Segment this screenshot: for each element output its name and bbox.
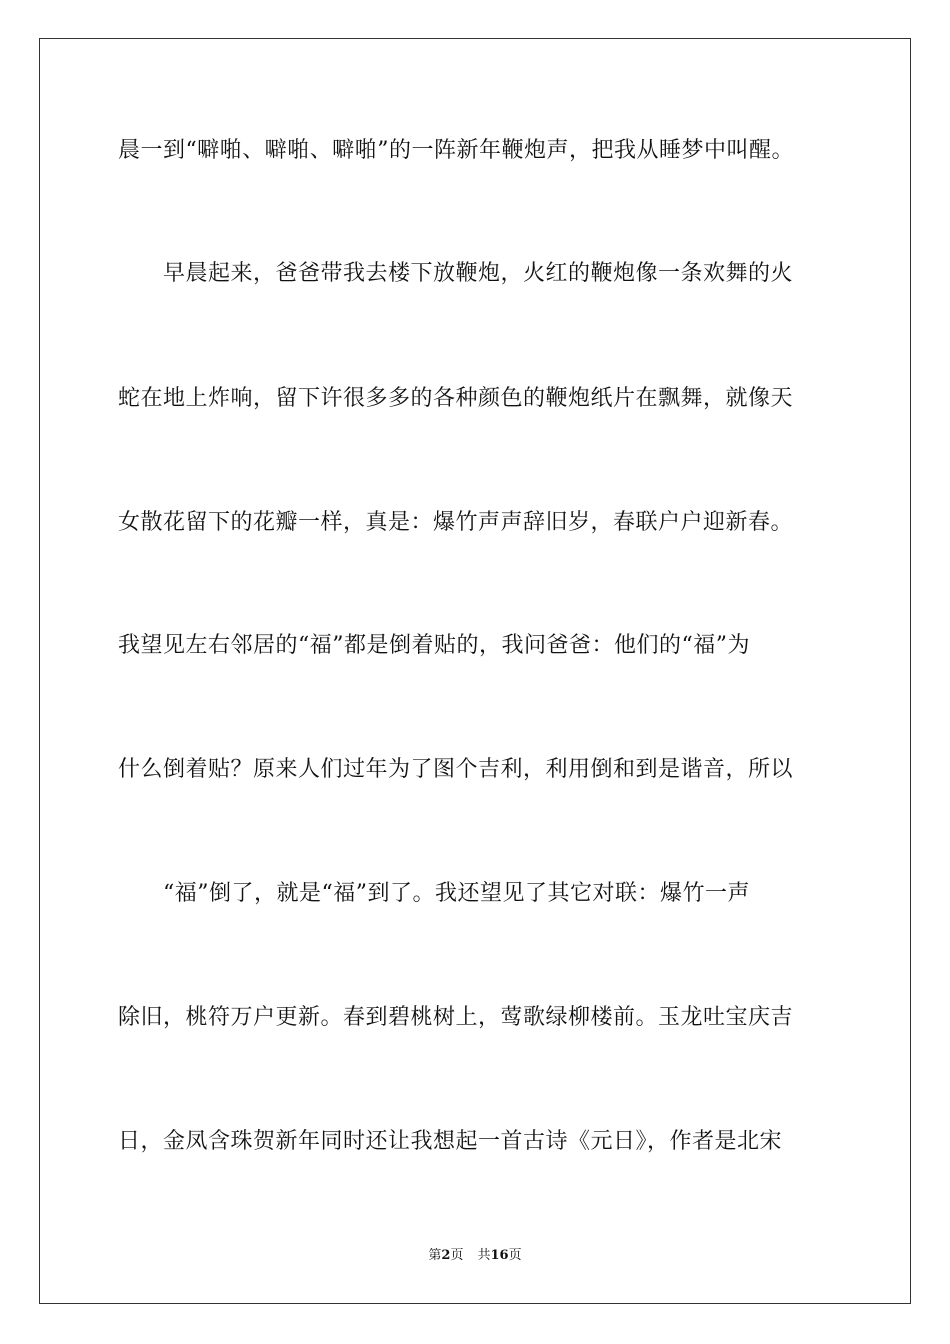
- body-line-1: 晨一到“噼啪、噼啪、噼啪”的一阵新年鞭炮声，把我从睡梦中叫醒。: [118, 138, 794, 163]
- body-line-6: 什么倒着贴？原来人们过年为了图个吉利，利用倒和到是谐音，所以: [118, 757, 794, 782]
- page-suffix: 页: [450, 1248, 464, 1263]
- page-number: 2: [441, 1248, 451, 1263]
- body-line-9: 日，金凤含珠贺新年同时还让我想起一首古诗《元日》，作者是北宋: [118, 1129, 783, 1154]
- body-line-3: 蛇在地上炸响，留下许很多多的各种颜色的鞭炮纸片在飘舞，就像天: [118, 386, 794, 411]
- total-number: 16: [490, 1248, 509, 1263]
- body-line-5: 我望见左右邻居的“福”都是倒着贴的，我问爸爸：他们的“福”为: [118, 633, 750, 658]
- body-line-7: “福”倒了，就是“福”到了。我还望见了其它对联：爆竹一声: [163, 881, 750, 906]
- total-prefix: 共: [477, 1248, 491, 1263]
- page-border: [39, 38, 911, 1304]
- body-line-8: 除旧，桃符万户更新。春到碧桃树上，莺歌绿柳楼前。玉龙吐宝庆吉: [118, 1005, 794, 1030]
- page-footer: [0, 1247, 950, 1265]
- total-suffix: 页: [508, 1248, 522, 1263]
- page-prefix: 第: [428, 1248, 442, 1263]
- body-line-4: 女散花留下的花瓣一样，真是：爆竹声声辞旧岁，春联户户迎新春。: [118, 510, 794, 535]
- body-line-2: 早晨起来，爸爸带我去楼下放鞭炮，火红的鞭炮像一条欢舞的火: [163, 261, 794, 286]
